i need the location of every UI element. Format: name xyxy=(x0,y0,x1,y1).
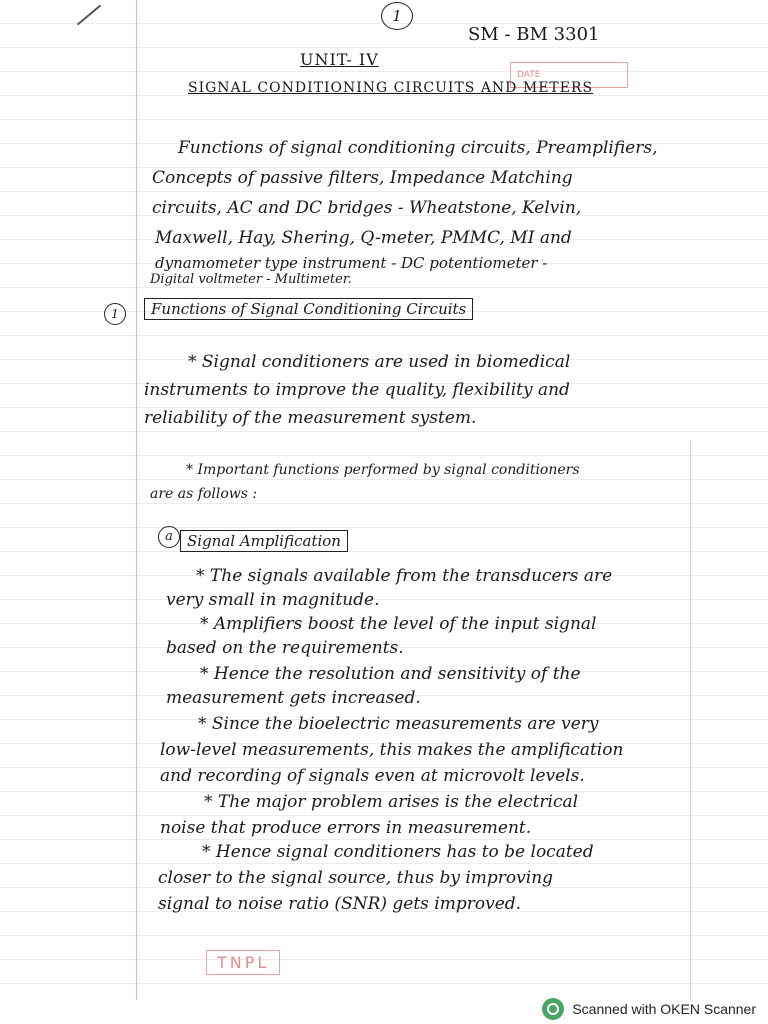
subsection-heading: Signal Amplification xyxy=(180,530,348,552)
paragraph-line: low-level measurements, this makes the amplification xyxy=(160,740,624,760)
paragraph-line: * Signal conditioners are used in biomedical xyxy=(188,352,571,372)
paragraph-line: * Hence signal conditioners has to be located xyxy=(202,842,594,862)
syllabus-line: Concepts of passive filters, Impedance Matching xyxy=(152,168,573,188)
page-number: 1 xyxy=(392,7,402,25)
scanner-label: Scanned with OKEN Scanner xyxy=(572,1001,756,1017)
left-margin-line xyxy=(136,0,137,1000)
section-heading: Functions of Signal Conditioning Circuits xyxy=(144,298,473,320)
section-number-circle: 1 xyxy=(104,303,126,325)
course-code: SM - BM 3301 xyxy=(468,24,600,45)
syllabus-line: Digital voltmeter - Multimeter. xyxy=(150,272,352,287)
date-stamp: DATE xyxy=(510,62,628,88)
pen-mark xyxy=(77,5,101,26)
syllabus-line: dynamometer type instrument - DC potentiometer - xyxy=(155,254,548,272)
paragraph-line: closer to the signal source, thus by improving xyxy=(158,868,554,888)
syllabus-line: Maxwell, Hay, Shering, Q-meter, PMMC, MI and xyxy=(155,228,572,248)
subsection-label-circle: a xyxy=(158,526,180,548)
paragraph-line: * Hence the resolution and sensitivity of the xyxy=(200,664,581,684)
paragraph-line: * The signals available from the transducers are xyxy=(196,566,613,586)
page-number-circle xyxy=(381,2,413,30)
scanner-footer xyxy=(0,1000,768,1024)
paragraph-line: * Important functions performed by signal conditioners xyxy=(186,462,580,478)
paragraph-line: * Amplifiers boost the level of the input signal xyxy=(200,614,597,634)
syllabus-line: circuits, AC and DC bridges - Wheatstone, Kelvin, xyxy=(152,198,582,218)
scanner-logo-icon xyxy=(542,998,564,1020)
paragraph-line: based on the requirements. xyxy=(166,638,404,658)
paragraph-line: very small in magnitude. xyxy=(166,590,380,610)
paragraph-line: instruments to improve the quality, flexibility and xyxy=(144,380,570,400)
paragraph-line: reliability of the measurement system. xyxy=(144,408,477,428)
paragraph-line: * The major problem arises is the electrical xyxy=(204,792,579,812)
paragraph-line: measurement gets increased. xyxy=(166,688,421,708)
right-margin-line xyxy=(690,440,691,1000)
paragraph-line: * Since the bioelectric measurements are very xyxy=(198,714,599,734)
scanner-badge xyxy=(542,998,756,1020)
paragraph-line: and recording of signals even at microvolt levels. xyxy=(160,766,585,786)
unit-title: SIGNAL CONDITIONING CIRCUITS AND METERS xyxy=(188,80,594,96)
syllabus-line: Functions of signal conditioning circuits, Preamplifiers, xyxy=(178,138,658,158)
unit-label: UNIT- IV xyxy=(300,50,379,69)
paragraph-line: noise that produce errors in measurement. xyxy=(160,818,532,838)
paper-brand-stamp: TNPL xyxy=(206,950,280,975)
paragraph-line: signal to noise ratio (SNR) gets improved. xyxy=(158,894,522,914)
paragraph-line: are as follows : xyxy=(150,486,258,502)
